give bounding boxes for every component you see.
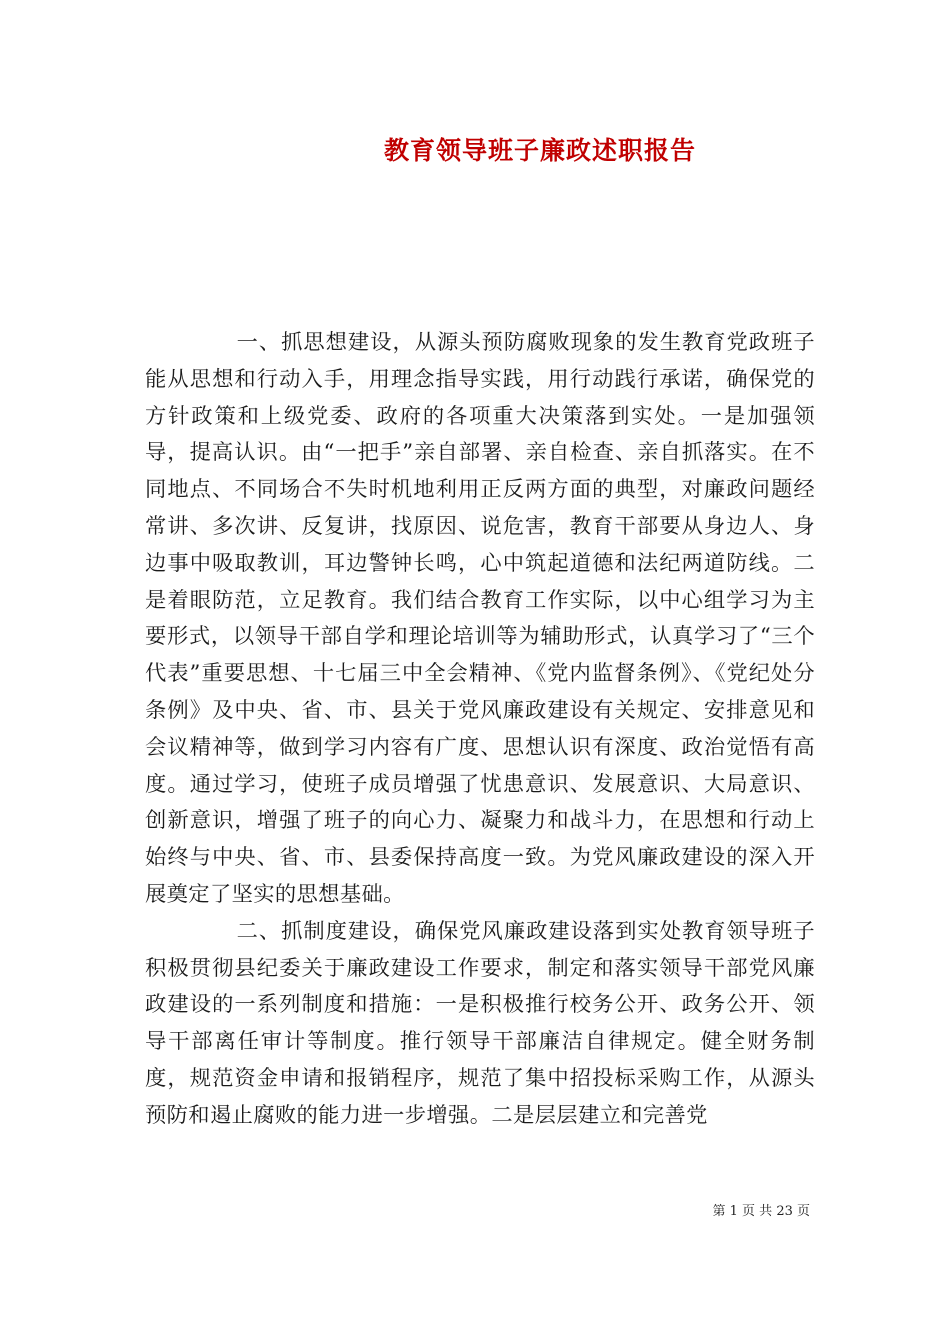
paragraph-2: 二、抓制度建设，确保党风廉政建设落到实处教育领导班子积极贯彻县纪委关于廉政建设工作要求，制定和落实领导干部党风廉政建设的一系列制度和措施：一是积极推行校务公开、政务公开、领导干部离任审计等制度。推行领导干部廉洁自律规定。健全财务制度，规范资金申请和报销程序，规范了集中招投标采购工作，从源头预防和遏止腐败的能力进一步增强。二是层层建立和完善党 [145, 918, 815, 1128]
document-body [145, 325, 815, 1135]
page-title: 教育领导班子廉政述职报告 [383, 136, 696, 165]
page-number-footer: 第 1 页 共 23 页 [712, 1204, 810, 1219]
paragraph-1: 一、抓思想建设，从源头预防腐败现象的发生教育党政班子能从思想和行动入手，用理念指导实践，用行动践行承诺，确保党的方针政策和上级党委、政府的各项重大决策落到实处。一是加强领导，提高认识。由“一把手”亲自部署、亲自检查、亲自抓落实。在不同地点、不同场合不失时机地利用正反两方面的典型，对廉政问题经常讲、多次讲、反复讲，找原因、说危害，教育干部要从身边人、身边事中吸取教训，耳边警钟长鸣，心中筑起道德和法纪两道防线。二是着眼防范，立足教育。我们结合教育工作实际，以中心组学习为主要形式，以领导干部自学和理论培训等为辅助形式，认真学习了“三个代表”重要思想、十七届三中全会精神、《党内监督条例》、《党纪处分条例》及中央、省、市、县关于党风廉政建设有关规定、安排意见和会议精神等，做到学习内容有广度、思想认识有深度、政治觉悟有高度。通过学习，使班子成员增强了忧患意识、发展意识、大局意识、创新意识，增强了班子的向心力、凝聚力和战斗力，在思想和行动上始终与中央、省、市、县委保持高度一致。为党风廉政建设的深入开展奠定了坚实的思想基础。 [145, 330, 815, 907]
